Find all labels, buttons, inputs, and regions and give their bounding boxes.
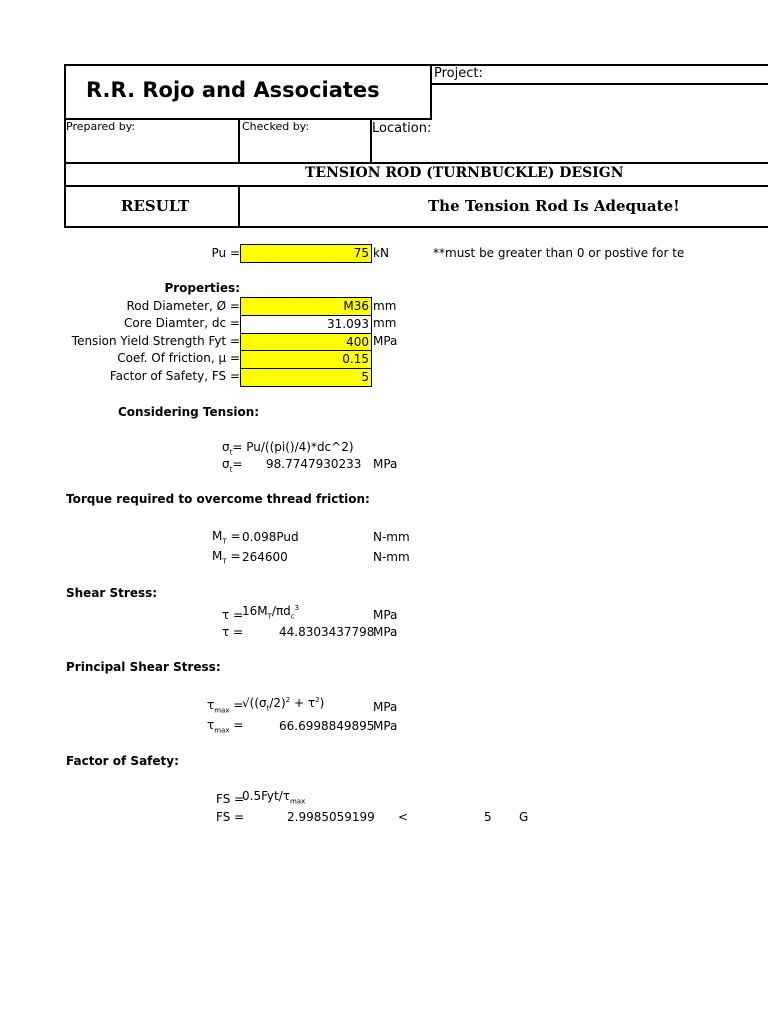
properties-heading: Properties: [164,281,240,295]
result-label: RESULT [121,197,190,215]
safety-formula-label: FS = [216,792,245,806]
tension-value: 98.7747930233 [266,457,362,471]
safety-result-label: FS = [216,810,245,824]
company-name: R.R. Rojo and Associates [86,78,380,102]
tension-heading: Considering Tension: [118,405,260,419]
principal-formula-unit: MPa [373,700,398,714]
shear-heading: Shear Stress: [66,586,158,600]
torque-formula: 0.098Pud [242,530,299,544]
yield-strength-input[interactable]: 400 [240,333,372,352]
checked-label: Checked by: [242,120,310,133]
pu-input[interactable]: 75 [240,244,372,263]
rod-diameter-input[interactable]: M36 [240,297,372,316]
rod-diameter-label: Rod Diameter, Ø = [126,299,240,313]
safety-formula: $0.5Fyt/\tau_{max}$ [242,789,306,806]
torque-formula-unit: N-mm [373,530,410,544]
location-label: Location: [372,121,432,136]
principal-heading: Principal Shear Stress: [66,660,221,674]
safety-value: 2.9985059199 [287,810,375,824]
rod-diameter-unit: mm [373,299,397,313]
core-diameter-value: 31.093 [240,315,372,334]
design-title: TENSION ROD (TURNBUCKLE) DESIGN [305,165,624,181]
torque-value: 264600 [242,550,288,564]
principal-value-unit: MPa [373,719,398,733]
principal-formula: $√((\sigma_t/2)^2 + \tau^2)$ [242,696,325,713]
torque-value-unit: N-mm [373,550,410,564]
shear-formula-label: τ = [222,608,244,622]
project-label: Project: [434,66,483,81]
shear-value: 44.8303437798 [279,625,375,639]
torque-formula-label: $M_T$ = [212,529,241,546]
tension-unit: MPa [373,457,398,471]
safety-factor-input[interactable]: 5 [240,368,372,387]
shear-formula-unit: MPa [373,608,398,622]
safety-heading: Factor of Safety: [66,754,179,768]
friction-label: Coef. Of friction, μ = [117,351,240,365]
row-divider-1 [64,162,768,164]
core-diameter-unit: mm [373,316,397,330]
torque-heading: Torque required to overcome thread friction: [66,492,370,506]
project-value-line [432,83,768,85]
tension-symbol: σ [222,440,230,454]
principal-formula-label: $\tau_{max}$ = [207,698,244,715]
yield-strength-unit: MPa [373,334,398,348]
safety-factor-label: Factor of Safety, FS = [109,369,240,383]
result-value: The Tension Rod Is Adequate! [428,197,680,215]
prepared-label: Prepared by: [66,120,136,133]
shear-formula: $16M_T/\pi d_c^3$ [242,604,300,621]
safety-compare: < [398,810,409,824]
pu-label: Pu = [211,246,240,260]
friction-input[interactable]: 0.15 [240,350,372,369]
pu-unit: kN [373,246,389,260]
shear-value-unit: MPa [373,625,398,639]
torque-result-label: $M_T$ = [212,549,241,566]
core-diameter-label: Core Diamter, dc = [124,316,240,330]
safety-required: 5 [484,810,492,824]
safety-flag: G [519,810,529,824]
row-divider-3 [64,226,768,228]
principal-value: 66.6998849895 [279,719,375,733]
principal-result-label: $\tau_{max}$ = [207,718,244,735]
pu-note: **must be greater than 0 or postive for te [433,246,685,260]
tension-formula: $\sigma_t=$ Pu/((pi()/4)*dc^2) [222,440,354,457]
company-name-cell [64,64,432,120]
yield-strength-label: Tension Yield Strength Fyt = [71,334,240,348]
shear-result-label: τ = [222,625,244,639]
tension-result-label: $\sigma_t=$ [222,457,243,474]
